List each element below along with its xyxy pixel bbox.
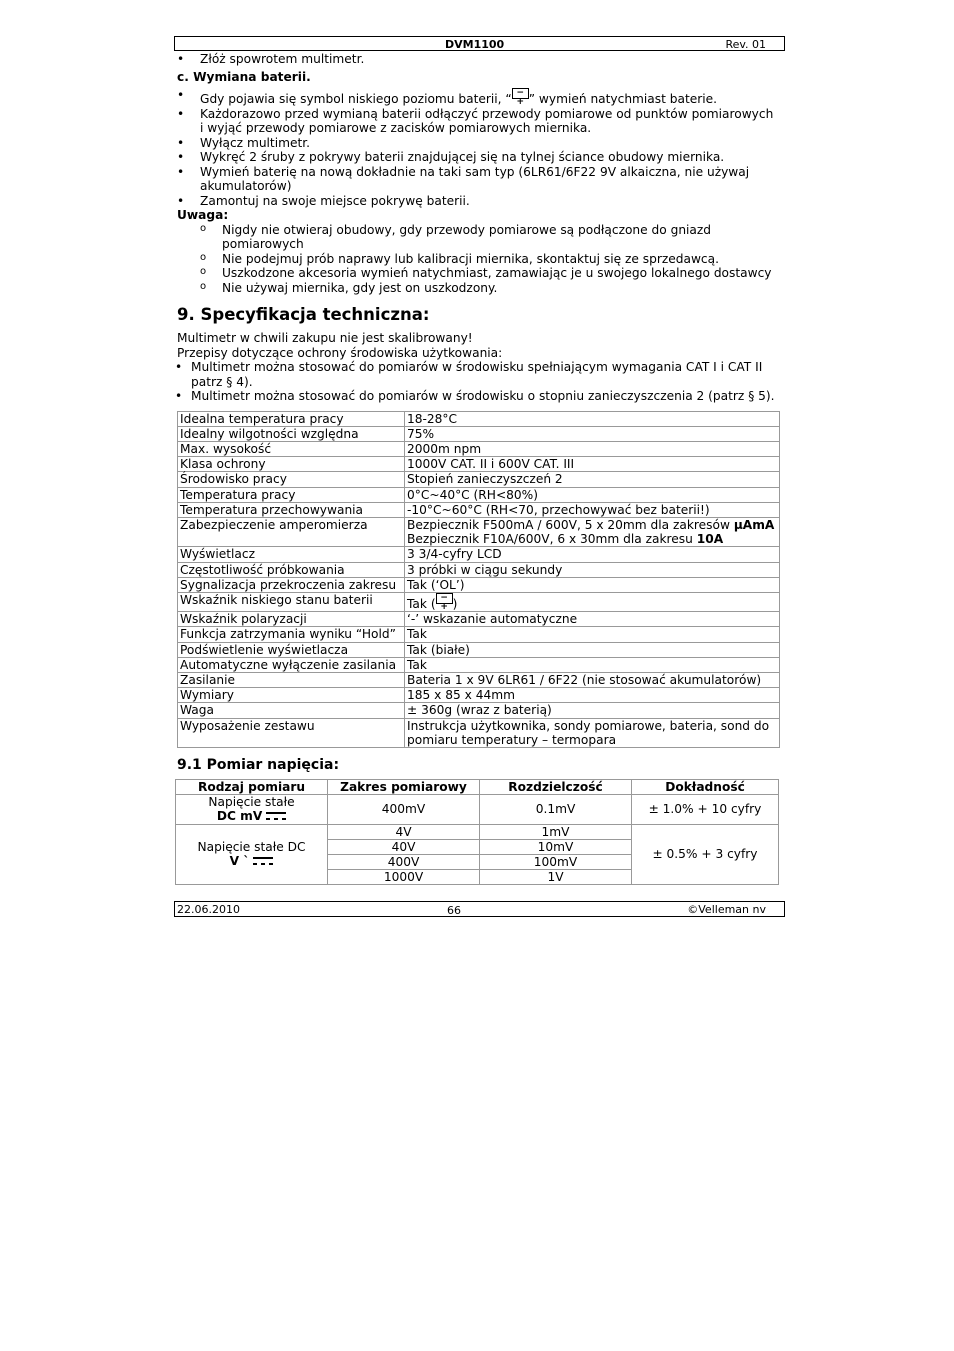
list-item: • Wymień baterię na nową dokładnie na taki sam typ (6LR61/6F22 9V alkaiczna, nie używaj akumulatorów) xyxy=(177,165,780,194)
voltage-heading: 9.1 Pomiar napięcia: xyxy=(177,756,340,773)
table-row: Zabezpieczenie amperomierza Bezpiecznik F500mA / 600V, 5 x 20mm dla zakresów µAmA Bezpiecznik F10A/600V, 6 x 30mm dla zakresu 10A xyxy=(178,517,780,546)
list-item: • Wyłącz multimetr. xyxy=(177,136,780,151)
dc-symbol-icon xyxy=(266,811,286,822)
table-row: Waga ± 360g (wraz z baterią) xyxy=(178,703,780,718)
list-item: o Nie podejmuj prób naprawy lub kalibracji miernika, skontaktuj się ze sprzedawcą. xyxy=(177,252,780,267)
table-row: Max. wysokość 2000m npm xyxy=(178,441,780,456)
table-row: 1000V 1V xyxy=(176,870,779,885)
table-row: Częstotliwość próbkowania 3 próbki w ciągu sekundy xyxy=(178,562,780,577)
table-header-row: Rodzaj pomiaru Zakres pomiarowy Rozdzielczość Dokładność xyxy=(176,779,779,794)
intro-list xyxy=(177,52,780,67)
spec-table xyxy=(177,411,780,748)
list-item: • Gdy pojawia się symbol niskiego poziomu baterii, “ −+ ” wymień natychmiast baterie. xyxy=(177,88,780,107)
list-item: • Wykręć 2 śruby z pokrywy baterii znajdującej się na tylnej ściance obudowy miernika. xyxy=(177,150,780,165)
list-item: • Każdorazowo przed wymianą baterii odłączyć przewody pomiarowe od punktów pomiarowych i wyjąć przewody pomiarowe z zacisków pomiarowych miernika. xyxy=(177,107,780,136)
header-revision: Rev. 01 xyxy=(725,38,766,51)
list-item: • Złóż spowrotem multimetr. xyxy=(177,52,780,67)
table-row: Wyposażenie zestawu Instrukcja użytkownika, sondy pomiarowe, bateria, sond do pomiaru temperatury – termopara xyxy=(178,718,780,747)
table-row: Wymiary 185 x 85 x 44mm xyxy=(178,688,780,703)
table-row: Wskaźnik polaryzacji ‘-’ wskazanie automatyczne xyxy=(178,612,780,627)
footer-copyright: ©Velleman nv xyxy=(687,903,766,916)
header-model: DVM1100 xyxy=(445,38,505,51)
battery-low-icon: −+ xyxy=(436,593,453,604)
table-row: 40V 10mV xyxy=(176,839,779,854)
battery-heading: c. Wymiana baterii. xyxy=(177,69,311,84)
table-row: Podświetlenie wyświetlacza Tak (białe) xyxy=(178,642,780,657)
footer-date: 22.06.2010 xyxy=(177,903,240,916)
table-row: Wskaźnik niskiego stanu baterii Tak ( −+ ) xyxy=(178,592,780,611)
table-row: Funkcja zatrzymania wyniku “Hold” Tak xyxy=(178,627,780,642)
list-item: • Multimetr można stosować do pomiarów w środowisku o stopniu zanieczyszczenia 2 (patrz § 5). xyxy=(175,389,780,404)
page-number: 66 xyxy=(447,904,461,917)
page-footer xyxy=(174,901,785,917)
list-item: • Multimetr można stosować do pomiarów w środowisku spełniającym wymagania CAT I i CAT II patrz § 4). xyxy=(175,360,780,389)
table-row: Napięcie stałe DC mV 400mV 0.1mV ± 1.0% + 10 cyfry xyxy=(176,795,779,824)
spec-bullets xyxy=(175,360,780,404)
table-row: 400V 100mV xyxy=(176,854,779,869)
table-row: Klasa ochrony 1000V CAT. II i 600V CAT. III xyxy=(178,457,780,472)
spec-environment-note: Przepisy dotyczące ochrony środowiska użytkowania: xyxy=(177,345,503,360)
warning-label: Uwaga: xyxy=(177,208,229,222)
table-row: Automatyczne wyłączenie zasilania Tak xyxy=(178,657,780,672)
list-item: • Zamontuj na swoje miejsce pokrywę baterii. xyxy=(177,194,780,209)
table-row: Temperatura przechowywania -10°C~60°C (RH<70, przechowywać bez baterii!) xyxy=(178,502,780,517)
table-row: Środowisko pracy Stopień zanieczyszczeń 2 xyxy=(178,472,780,487)
table-row: Sygnalizacja przekroczenia zakresu Tak (‘OL’) xyxy=(178,577,780,592)
table-row: Idealna temperatura pracy 18-28°C xyxy=(178,411,780,426)
table-row: Napięcie stałe DC V ` 4V 1mV ± 0.5% + 3 cyfry xyxy=(176,824,779,839)
table-row: Temperatura pracy 0°C~40°C (RH<80%) xyxy=(178,487,780,502)
table-row: Zasilanie Bateria 1 x 9V 6LR61 / 6F22 (nie stosować akumulatorów) xyxy=(178,672,780,687)
table-row: Idealny wilgotności względna 75% xyxy=(178,426,780,441)
list-item: o Nie używaj miernika, gdy jest on uszkodzony. xyxy=(177,281,780,296)
page-content xyxy=(177,52,780,885)
voltage-table xyxy=(175,779,779,885)
warning-list xyxy=(177,223,780,296)
battery-low-icon: −+ xyxy=(512,88,529,99)
table-row: Wyświetlacz 3 3/4-cyfry LCD xyxy=(178,547,780,562)
spec-heading: 9. Specyfikacja techniczna: xyxy=(177,305,430,324)
dc-symbol-icon xyxy=(253,856,273,867)
page-header xyxy=(174,36,785,51)
battery-steps xyxy=(177,88,780,208)
spec-calibration-note: Multimetr w chwili zakupu nie jest skalibrowany! xyxy=(177,331,473,345)
list-item: o Nigdy nie otwieraj obudowy, gdy przewody pomiarowe są podłączone do gniazd pomiarowych xyxy=(177,223,780,252)
list-item: o Uszkodzone akcesoria wymień natychmiast, zamawiając je u swojego lokalnego dostawcy xyxy=(177,266,780,281)
